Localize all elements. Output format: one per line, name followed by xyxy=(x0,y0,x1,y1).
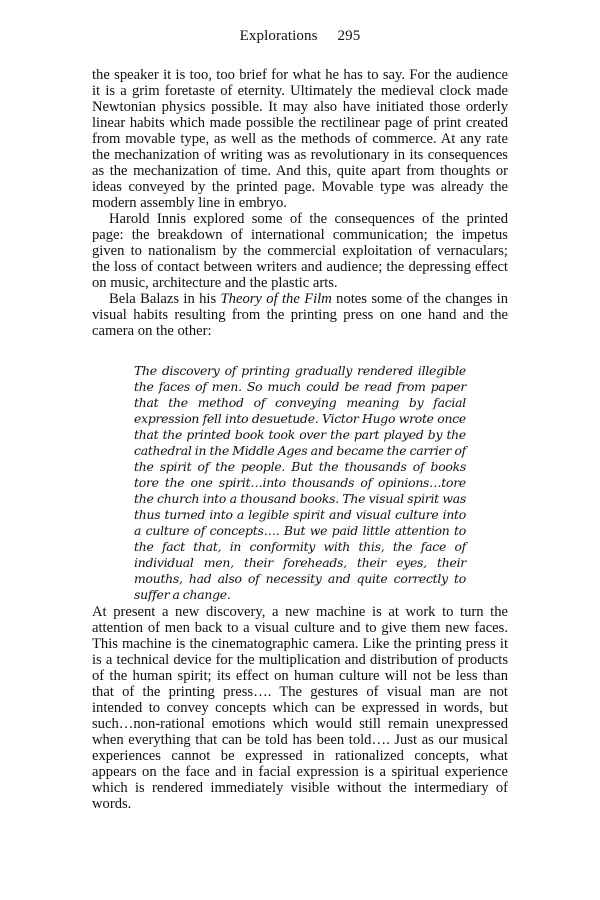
running-title: Explorations xyxy=(239,28,318,44)
paragraph-innis: Harold Innis explored some of the consequences of the printed page: the breakdown of international communication; the impetus given to nationalism by the commercial exploitation of vernaculars; the loss of contact between writers and audience; the depressing effect on music, architecture and the plastic arts. xyxy=(92,211,508,291)
book-title: Theory of the Film xyxy=(220,291,332,307)
paragraph-continuation: the speaker it is too, too brief for what he has to say. For the audience it is a grim foretaste of eternity. Ultimately the medieval clock made Newtonian physics possible. It may also have initiated those orderly linear habits which made possible the rectilinear page of print created from movable type, as well as the methods of commerce. At any rate the mechanization of writing was as revolutionary in its consequences as the mechanization of time. And this, quite apart from thoughts or ideas conveyed by the printed page. Movable type was already the modern assembly line in embryo. xyxy=(92,67,508,211)
paragraph-balazs-intro xyxy=(92,291,508,339)
balazs-intro-start: Bela Balazs in his xyxy=(109,291,221,307)
body-text-upper xyxy=(92,67,508,339)
running-head xyxy=(0,27,600,45)
body-text-lower xyxy=(92,604,508,812)
block-quote-text: The discovery of printing gradually rendered illegible the faces of men. So much could be read from paper that the method of conveying meaning by facial expression fell into desuetude. Victor Hugo wrote once that the printed book took over the part played by the cathedral in the Middle Ages and became the carrier of the spirit of the people. But the thousands of books tore the one spirit…into thousands of opinions…tore the church into a thousand books. The visual spirit was thus turned into a legible spirit and visual culture into a culture of concepts…. But we paid little attention to the fact that, in conformity with this, the face of individual men, their foreheads, their eyes, their mouths, had also of necessity and quite correctly to suffer a change. xyxy=(134,363,466,602)
block-quote xyxy=(134,363,466,603)
balazs-intro-end: notes some of the changes in visual habits resulting from the printing press on one hand and the camera on the other: xyxy=(92,291,508,339)
paragraph-quote-continuation: At present a new discovery, a new machine is at work to turn the attention of men back to a visual culture and to give them new faces. This machine is the cinematographic camera. Like the printing press it is a technical device for the multiplication and distribution of products of the human spirit; its effect on human culture will not be less than that of the printing press…. The gestures of visual man are not intended to convey concepts which can be expressed in words, but such…non-rational emotions which would still remain unexpressed when everything that can be told has been told…. Just as our musical experiences cannot be expressed in rationalized concepts, what appears on the face and in facial expression is a spiritual experience which is rendered immediately visible without the intermediary of words. xyxy=(92,604,508,812)
page-number: 295 xyxy=(337,28,361,44)
